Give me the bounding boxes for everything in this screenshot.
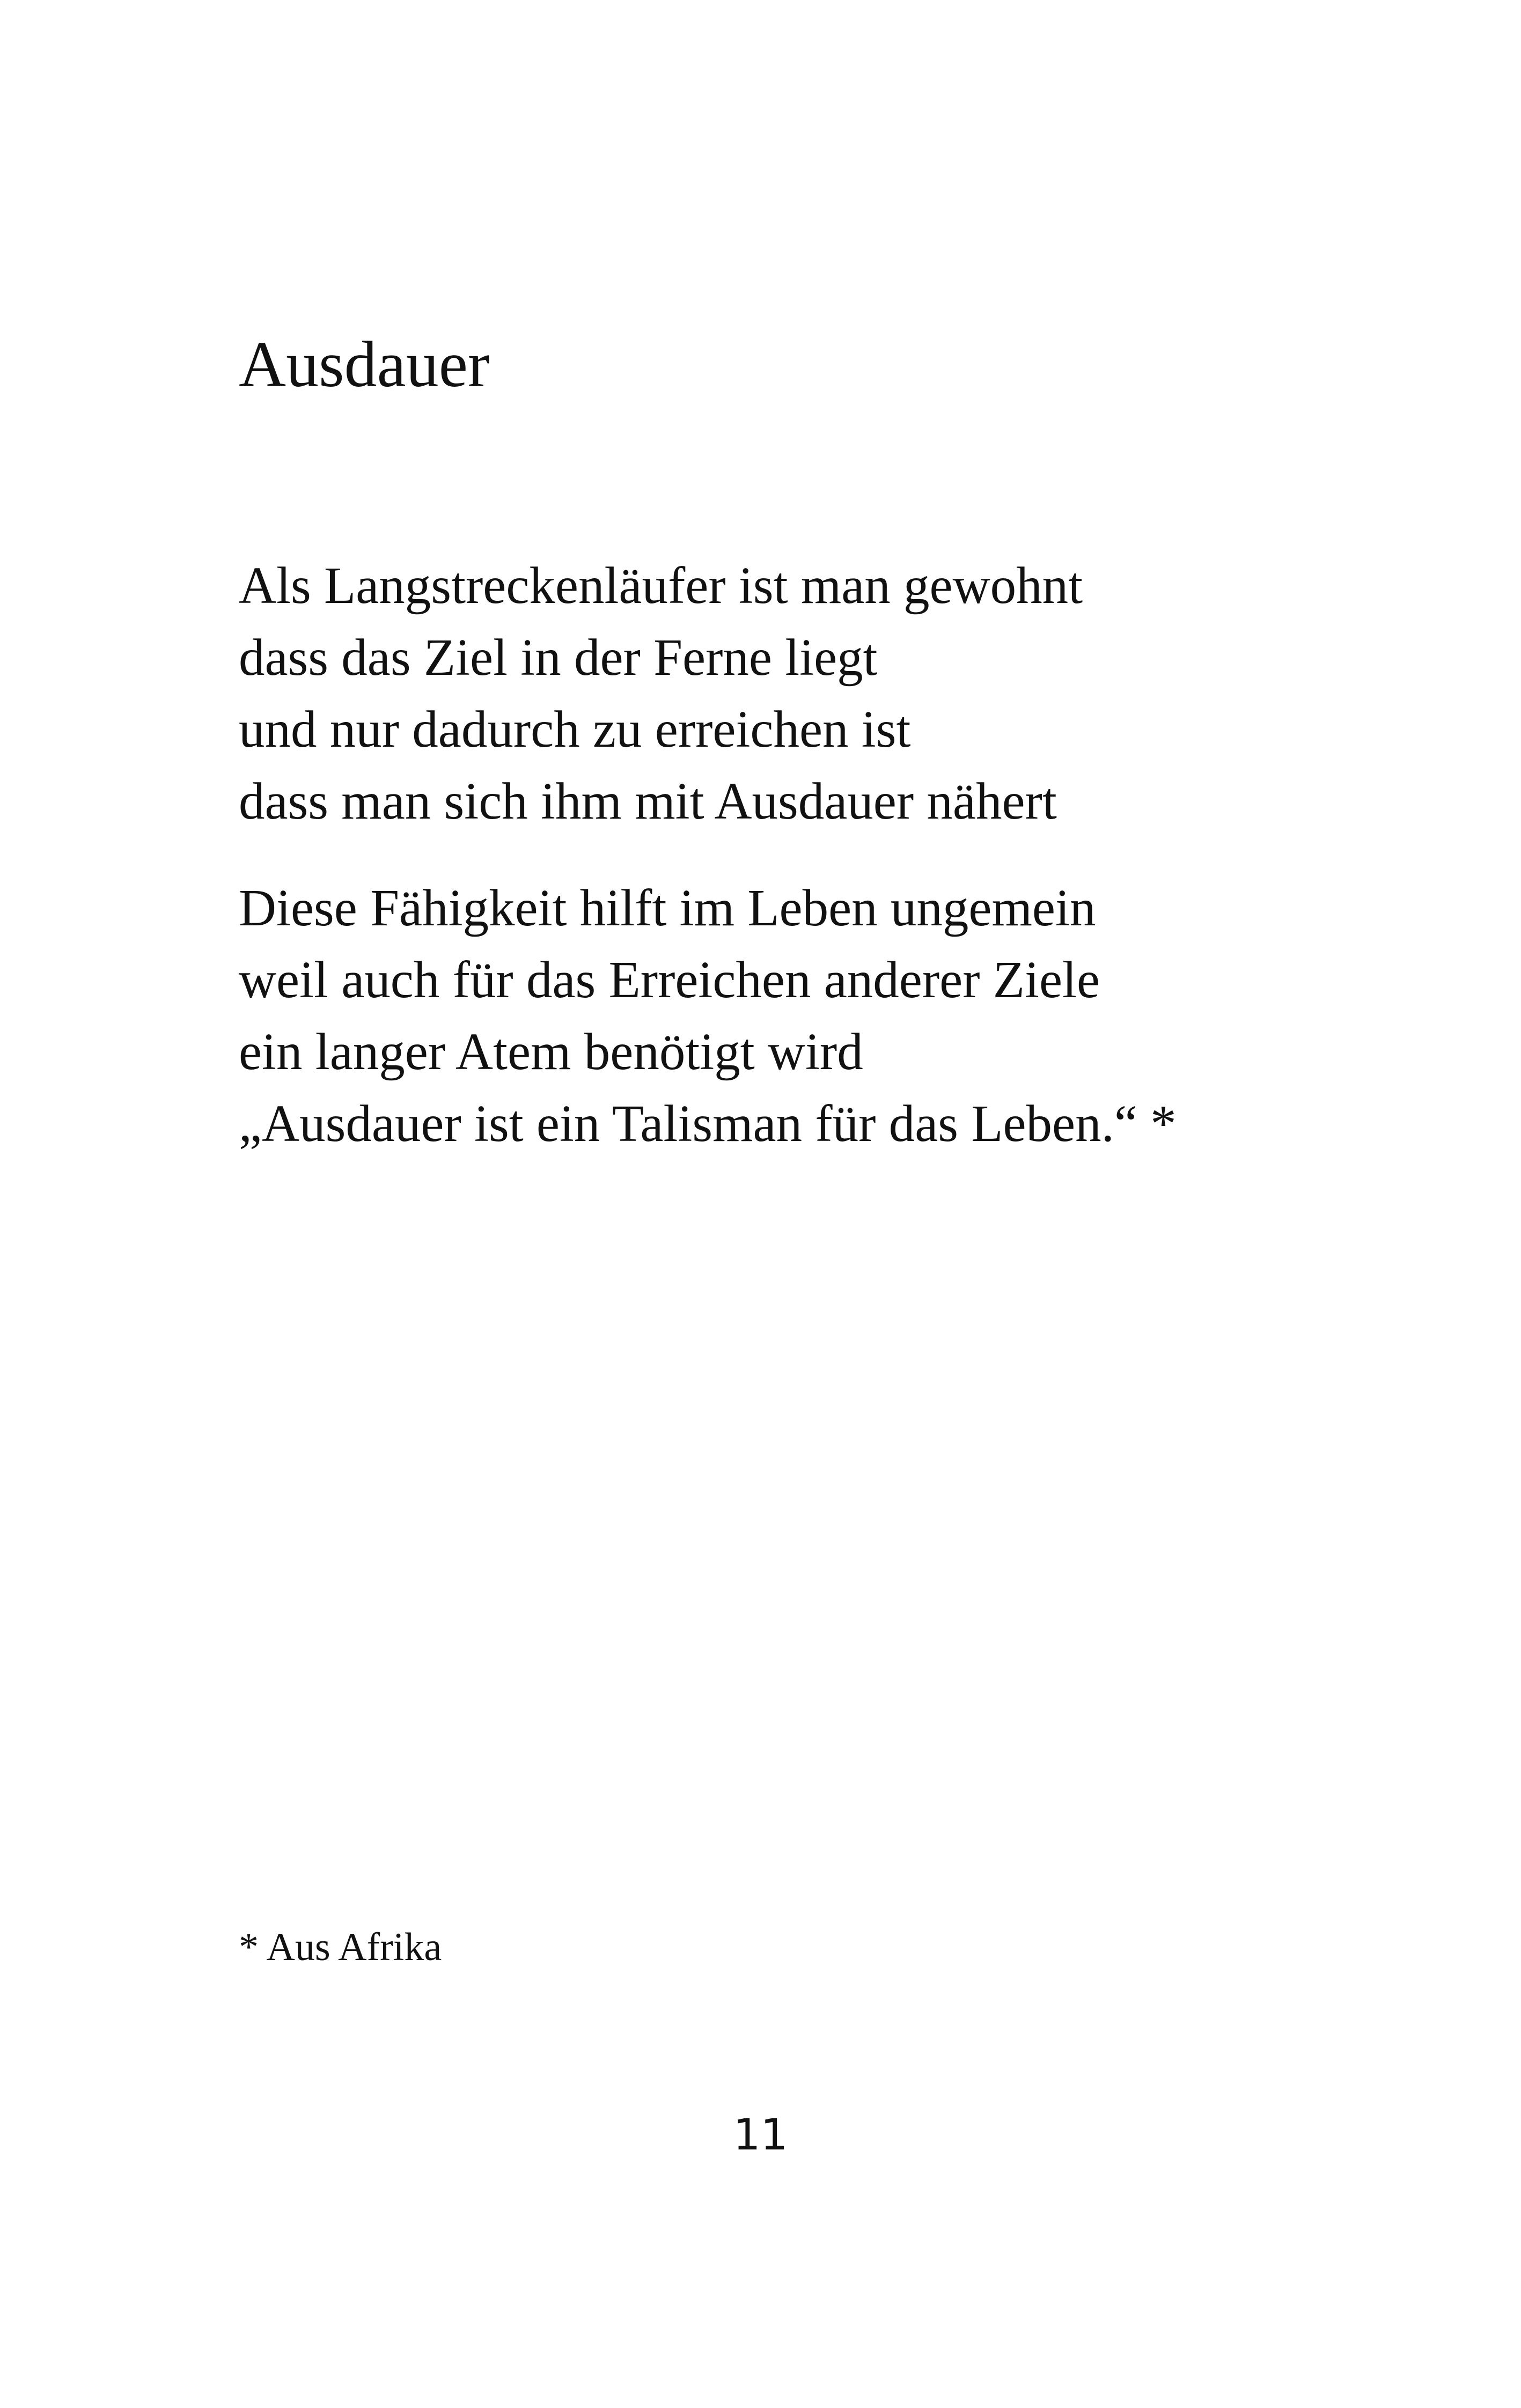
stanza — [239, 550, 1312, 837]
poem-line: dass das Ziel in der Ferne liegt — [239, 629, 878, 686]
poem-line: dass man sich ihm mit Ausdauer nähert — [239, 772, 1057, 830]
poem-line: weil auch für das Erreichen anderer Ziele — [239, 951, 1100, 1008]
footnote: * Aus Afrika — [239, 1925, 442, 1969]
poem-line: ein langer Atem benötigt wird — [239, 1023, 863, 1080]
poem-line: und nur dadurch zu erreichen ist — [239, 701, 911, 758]
poem-line: Als Langstreckenläufer ist man gewohnt — [239, 557, 1083, 614]
stanza — [239, 872, 1312, 1160]
page-number: 11 — [733, 2110, 788, 2160]
poem-title: Ausdauer — [239, 328, 490, 401]
poem-line: Diese Fähigkeit hilft im Leben ungemein — [239, 879, 1096, 937]
poem-line: „Ausdauer ist ein Talisman für das Leben.“ * — [239, 1095, 1177, 1152]
poem-body — [239, 550, 1312, 1195]
